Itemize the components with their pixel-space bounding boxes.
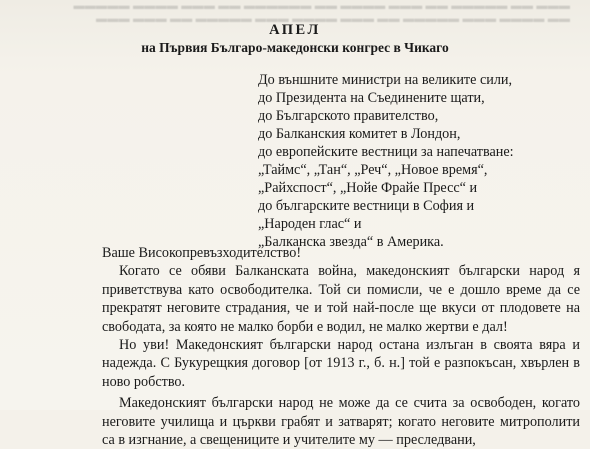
bleed-through-texture: ▬▬▬ ▬▬ ▬▬▬▬▬ ▬▬ ▬▬▬ ▬▬▬▬ ▬▬ ▬▬▬▬▬▬ ▬▬ ▬▬▬ ▬▬▬▬ ▬▬▬▬▬ ▬▬ ▬▬▬▬ ▬▬▬ ▬▬▬▬▬ ▬▬ ▬▬▬ ▬▬▬▬ ▬▬▬ ▬▬▬▬▬ ▬▬ ▬▬▬ ▬▬▬ [73, 0, 570, 25]
document-subtitle: на Първия Българо-македонски конгрес в Чикаго [141, 40, 449, 55]
addressee-line: „Балканска звезда“ в Америка. [258, 234, 444, 250]
addressee-line: до Президента на Съединените щати, [258, 90, 485, 106]
addressee-line: до Балканския комитет в Лондон, [258, 126, 461, 142]
addressee-line: До външните министри на великите сили, [258, 72, 513, 88]
addressee-list [258, 71, 578, 251]
paragraph: Но уви! Македонският български народ остана излъган в своята вяра и надежда. С Букурещкия договор [от 1913 г., б. н.] той е разпокъсан, хвърлен в ново робство. [102, 337, 580, 390]
paragraph: Македонският български народ не може да се счита за освободен, когато неговите училища и църкви грабят и затварят; когато неговите митрополити са в изгнание, а свещениците и учителите му — преследвани, [102, 395, 580, 449]
addressee-line: „Таймс“, „Тан“, „Реч“, „Новое время“, [258, 162, 488, 178]
addressee-line: „Райхспост“, „Нойе Фрайе Пресс“ и [258, 180, 478, 196]
addressee-line: до българските вестници в София и [258, 198, 475, 214]
addressee-line: до европейските вестници за напечатване: [258, 144, 514, 160]
addressee-line: до Българското правителство, [258, 108, 439, 124]
salutation: Ваше Високопревъзходителство! [102, 245, 302, 261]
letter-body [102, 244, 580, 449]
document-title: АПЕЛ [269, 22, 321, 38]
addressee-line: „Народен глас“ и [258, 216, 362, 232]
paragraph: Когато се обяви Балканската война, македонският български народ я приветствува като освободителка. Той си помисли, че е дошло време да се прекратят неговите страдания, че и той най-после ще вкуси от плодовете на свободата, за която не малко борби е водил, не малко жертви е дал! [102, 263, 580, 335]
